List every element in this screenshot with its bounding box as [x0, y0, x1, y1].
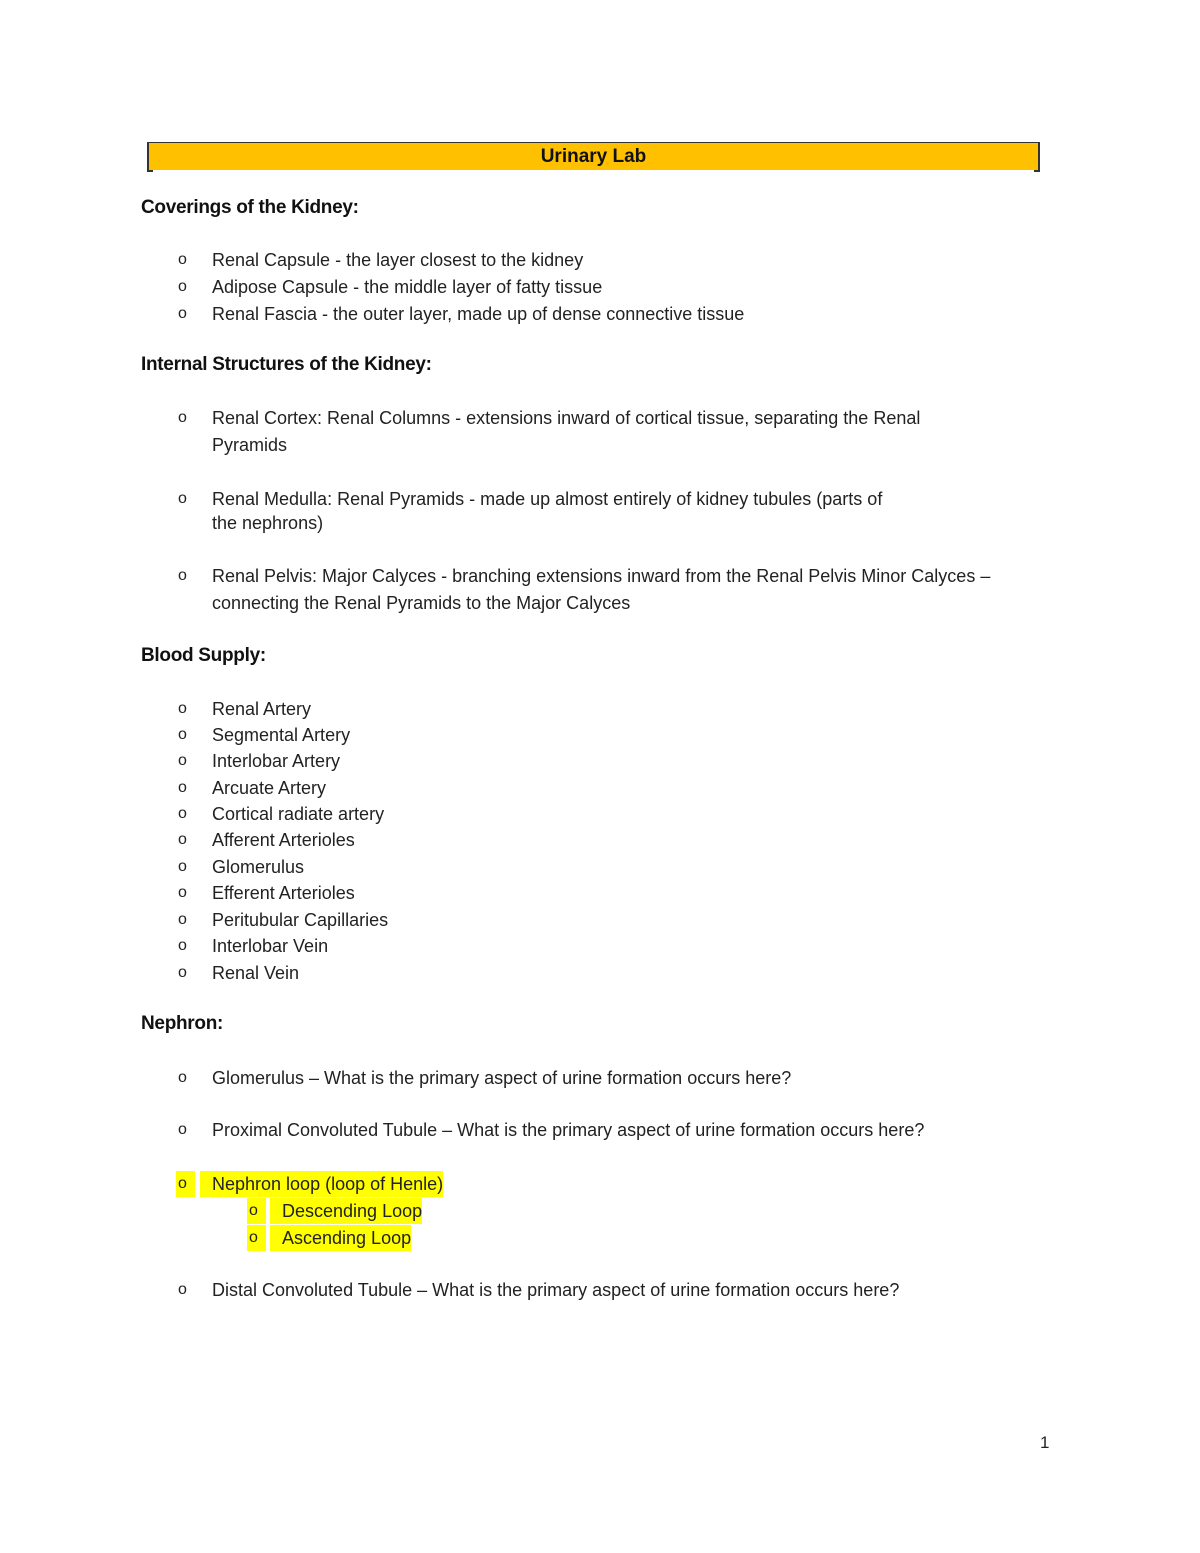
- bullet-icon: o: [178, 831, 187, 848]
- list-item-text: Renal Pelvis: Major Calyces - branching extensions inward from the Renal Pelvis Minor Calyces –: [212, 566, 991, 586]
- list-item-text: Proximal Convoluted Tubule – What is the primary aspect of urine formation occurs here?: [212, 1120, 925, 1140]
- section-heading-coverings: Coverings of the Kidney:: [141, 197, 359, 218]
- list-item-text: Glomerulus – What is the primary aspect of urine formation occurs here?: [212, 1068, 792, 1088]
- section-heading-nephron: Nephron:: [141, 1013, 224, 1034]
- bullet-icon: o: [178, 251, 187, 268]
- list-item-text: Glomerulus: [212, 857, 305, 877]
- section-heading-internal: Internal Structures of the Kidney:: [141, 354, 432, 375]
- bullet-icon: o: [176, 1171, 195, 1197]
- bullet-icon: o: [178, 409, 187, 426]
- bullet-icon: o: [247, 1225, 266, 1251]
- bullet-icon: o: [178, 752, 187, 769]
- bullet-icon: o: [178, 911, 187, 928]
- bullet-icon: o: [178, 858, 187, 875]
- bullet-icon: o: [247, 1198, 266, 1224]
- bullet-icon: o: [178, 1281, 187, 1298]
- bullet-icon: o: [178, 805, 187, 822]
- list-item-text: Peritubular Capillaries: [212, 910, 389, 930]
- list-item-text: Distal Convoluted Tubule – What is the primary aspect of urine formation occurs here?: [212, 1280, 900, 1300]
- bullet-icon: o: [178, 779, 187, 796]
- page-title: Urinary Lab: [147, 142, 1040, 170]
- list-item-text: Interlobar Artery: [212, 751, 341, 771]
- list-item-text: the nephrons): [212, 513, 324, 533]
- list-item-text: Segmental Artery: [212, 725, 351, 745]
- list-item-text: Cortical radiate artery: [212, 804, 385, 824]
- bullet-icon: o: [178, 1121, 187, 1138]
- list-item-text: Pyramids: [212, 435, 288, 455]
- bullet-icon: o: [178, 278, 187, 295]
- bullet-icon: o: [178, 305, 187, 322]
- bullet-icon: o: [178, 964, 187, 981]
- bullet-icon: o: [178, 490, 187, 507]
- list-item-text: Nephron loop (loop of Henle): [200, 1171, 443, 1197]
- list-item-text: Renal Vein: [212, 963, 300, 983]
- list-item-text: Arcuate Artery: [212, 778, 327, 798]
- list-item-text: Interlobar Vein: [212, 936, 329, 956]
- list-item-text: Renal Capsule - the layer closest to the kidney: [212, 250, 584, 270]
- list-item-text: Descending Loop: [270, 1198, 422, 1224]
- bullet-icon: o: [178, 726, 187, 743]
- bullet-icon: o: [178, 937, 187, 954]
- list-item-text: Afferent Arterioles: [212, 830, 355, 850]
- list-item-text: Adipose Capsule - the middle layer of fatty tissue: [212, 277, 603, 297]
- list-item-text: Renal Artery: [212, 699, 312, 719]
- section-heading-blood-supply: Blood Supply:: [141, 645, 266, 666]
- page-number: 1: [1040, 1433, 1050, 1452]
- bullet-icon: o: [178, 700, 187, 717]
- bullet-icon: o: [178, 884, 187, 901]
- list-item-text: Renal Cortex: Renal Columns - extensions inward of cortical tissue, separating the Renal: [212, 408, 921, 428]
- bullet-icon: o: [178, 1069, 187, 1086]
- list-item-text: Renal Medulla: Renal Pyramids - made up almost entirely of kidney tubules (parts of: [212, 489, 883, 509]
- bullet-icon: o: [178, 567, 187, 584]
- list-item-text: connecting the Renal Pyramids to the Major Calyces: [212, 593, 631, 613]
- list-item-text: Ascending Loop: [270, 1225, 411, 1251]
- list-item-text: Renal Fascia - the outer layer, made up of dense connective tissue: [212, 304, 745, 324]
- list-item-text: Efferent Arterioles: [212, 883, 355, 903]
